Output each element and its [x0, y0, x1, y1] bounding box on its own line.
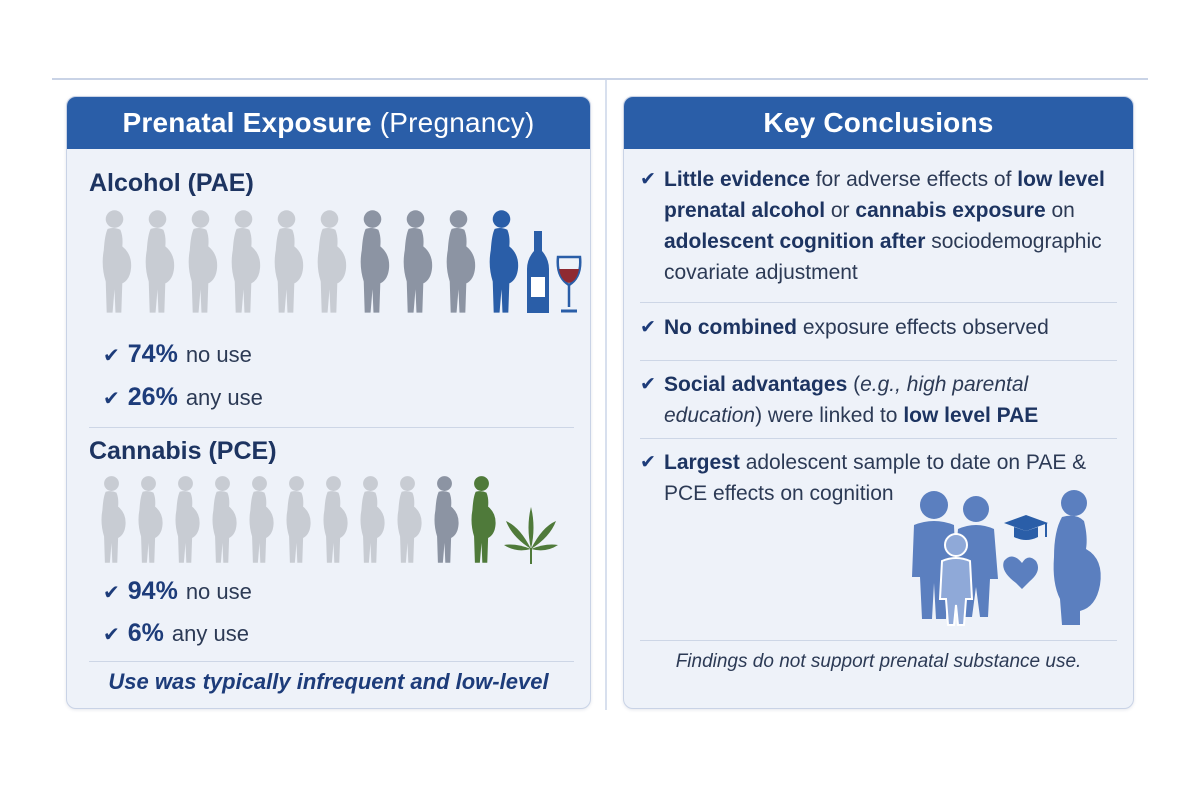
column-divider: [605, 80, 607, 710]
check-icon: ✔: [640, 452, 656, 473]
conclusion-text: [664, 369, 1111, 431]
closing-statement: Findings do not support prenatal substance use.: [675, 651, 1082, 672]
pregnant-figure-icon: [132, 473, 165, 565]
pregnant-figure-icon: [465, 473, 498, 565]
pregnant-figure-icon: [391, 473, 424, 565]
pregnant-figure-icon: [482, 207, 521, 315]
cannabis-title: Cannabis (PCE): [89, 437, 277, 465]
text-run: for adverse effects of: [809, 168, 1018, 191]
stat-label: no use: [185, 579, 252, 604]
pregnant-figure-icon: [95, 207, 134, 315]
stat-label: any use: [185, 385, 263, 410]
emphasis-bold: Largest: [664, 451, 740, 474]
stat-percent: 6%: [127, 619, 164, 647]
conclusion-text: [664, 164, 1111, 288]
check-icon: ✔: [103, 624, 120, 646]
text-run: on: [1045, 199, 1075, 222]
usage-footnote: Use was typically infrequent and low-level: [108, 669, 549, 694]
pregnant-figure-icon: [224, 207, 263, 315]
check-icon: ✔: [640, 169, 656, 190]
pregnant-figure-icon: [95, 473, 128, 565]
wine-glass-icon: [555, 255, 583, 315]
check-icon: ✔: [640, 317, 656, 338]
pregnant-figure-icon: [353, 207, 392, 315]
pregnant-figure-icon: [439, 207, 478, 315]
text-run: (: [847, 373, 861, 396]
emphasis-bold: Social advantages: [664, 373, 848, 396]
check-icon: ✔: [640, 374, 656, 395]
pregnant-figure-icon: [138, 207, 177, 315]
conclusion-item: [640, 312, 1111, 343]
emphasis-bold: low level prenatal alcohol: [664, 168, 1105, 222]
panel-header-prenatal: [67, 97, 590, 149]
emphasis-italic: e.g., high parental education: [664, 373, 1029, 427]
header-sub: (Pregnancy): [371, 107, 535, 138]
conclusion-item: [640, 164, 1111, 288]
stat-label: any use: [171, 621, 249, 646]
conclusion-item: [640, 369, 1111, 431]
key-conclusions-panel: [623, 96, 1134, 709]
emphasis-bold: adolescent cognition after: [664, 230, 926, 253]
pregnant-figure-icon: [354, 473, 387, 565]
text-run: exposure effects observed: [797, 316, 1049, 339]
text-run: sociodemographic covariate adjustment: [664, 230, 1102, 284]
pregnant-figure-icon: [310, 207, 349, 315]
section-divider: [89, 427, 574, 428]
emphasis-bold: No combined: [664, 316, 798, 339]
pregnant-figure-icon: [396, 207, 435, 315]
stat-percent: 74%: [127, 340, 178, 368]
stat-percent: 94%: [127, 577, 178, 605]
wine-bottle-icon: [525, 229, 551, 315]
check-icon: ✔: [103, 582, 120, 604]
pregnant-figure-icon: [206, 473, 239, 565]
prenatal-exposure-panel: [66, 96, 591, 709]
alcohol-stat-no-use: [103, 340, 252, 369]
alcohol-figure-row: [95, 207, 583, 315]
pregnant-figure-icon: [181, 207, 220, 315]
text-run: ) were linked to: [755, 404, 904, 427]
pregnant-figure-icon: [428, 473, 461, 565]
conclusion-divider: [640, 438, 1117, 439]
check-icon: ✔: [103, 388, 120, 410]
cannabis-stat-any-use: [103, 619, 249, 648]
conclusion-text: [664, 312, 1049, 343]
conclusion-divider: [640, 640, 1117, 641]
cannabis-figure-row: [95, 473, 560, 565]
conclusion-divider: [640, 360, 1117, 361]
stat-percent: 26%: [127, 383, 178, 411]
family-icon: [904, 487, 1109, 627]
header-main: Prenatal Exposure: [122, 107, 372, 138]
pregnant-figure-icon: [267, 207, 306, 315]
emphasis-bold: low level PAE: [903, 404, 1039, 427]
conclusion-divider: [640, 302, 1117, 303]
pregnant-figure-icon: [317, 473, 350, 565]
pregnant-figure-icon: [280, 473, 313, 565]
emphasis-bold: Little evidence: [664, 168, 810, 191]
cannabis-stat-no-use: [103, 577, 252, 606]
pregnant-figure-icon: [169, 473, 202, 565]
stat-label: no use: [185, 342, 252, 367]
emphasis-bold: cannabis exposure: [855, 199, 1046, 222]
pregnant-figure-icon: [243, 473, 276, 565]
check-icon: ✔: [103, 345, 120, 367]
panel-header-conclusions: Key Conclusions: [624, 97, 1133, 149]
alcohol-stat-any-use: [103, 383, 263, 412]
section-divider: [89, 661, 574, 662]
top-rule: [52, 78, 1148, 80]
alcohol-title: Alcohol (PAE): [89, 169, 254, 197]
text-run: or: [825, 199, 856, 222]
text-run: adolescent sample to date on PAE & PCE effects on cognition: [664, 451, 1087, 505]
cannabis-leaf-icon: [502, 505, 560, 565]
